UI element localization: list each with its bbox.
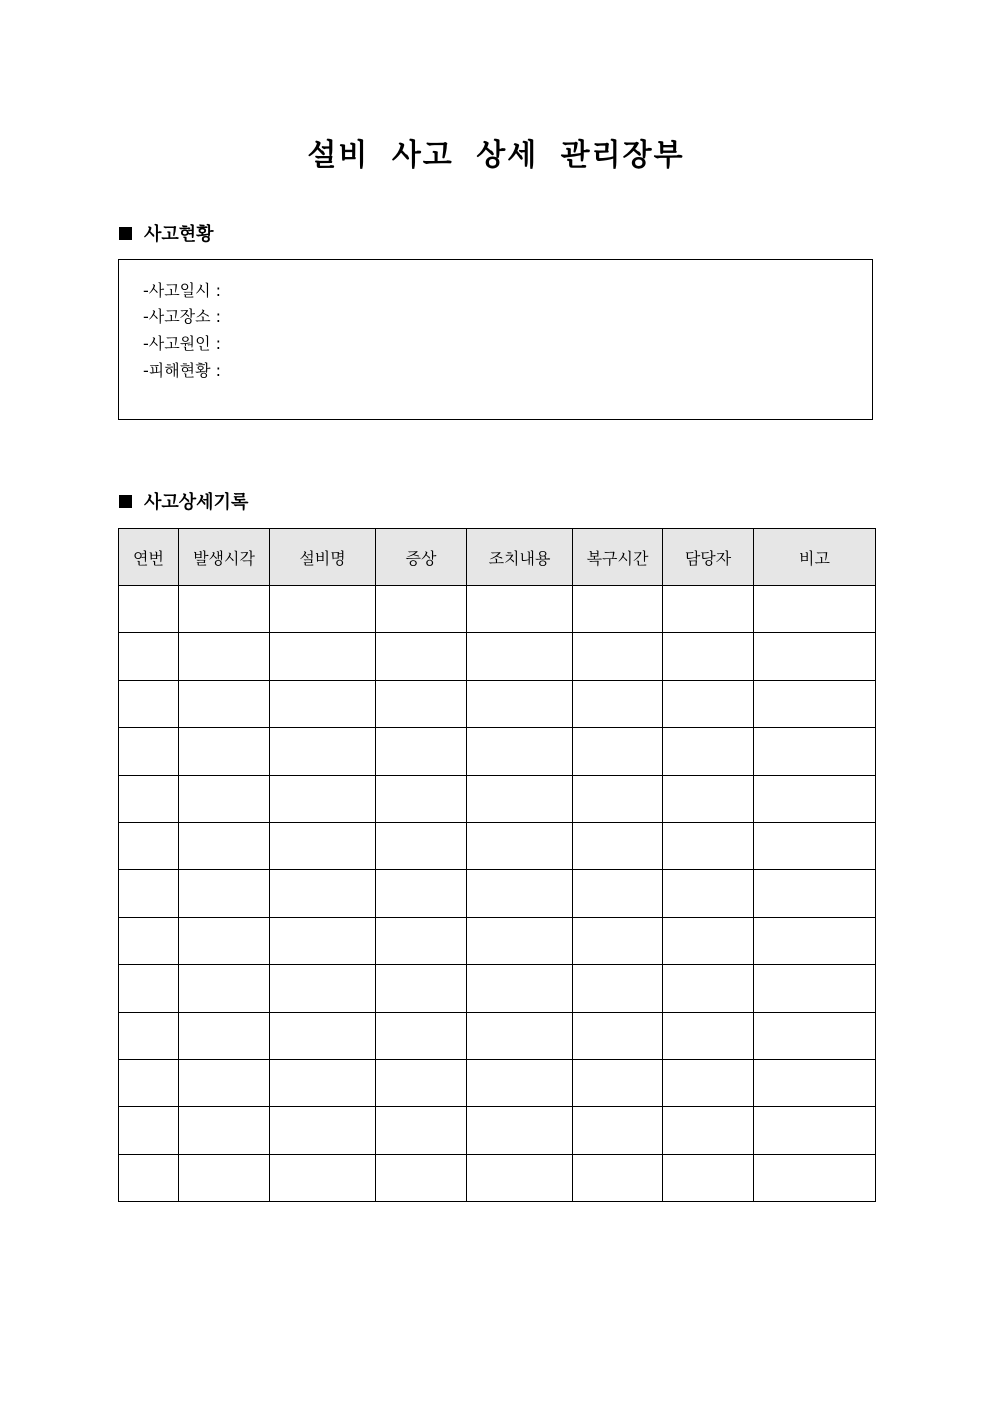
table-cell[interactable] [754,965,876,1012]
table-cell[interactable] [376,917,467,964]
table-cell[interactable] [663,680,754,727]
table-cell[interactable] [663,965,754,1012]
table-cell[interactable] [376,775,467,822]
table-cell[interactable] [754,917,876,964]
table-cell[interactable] [270,1012,376,1059]
table-cell[interactable] [467,965,573,1012]
table-row [119,1012,876,1059]
table-row [119,633,876,680]
table-cell[interactable] [179,1012,270,1059]
table-cell[interactable] [119,680,179,727]
table-cell[interactable] [179,1059,270,1106]
table-cell[interactable] [270,1154,376,1201]
table-cell[interactable] [467,728,573,775]
table-cell[interactable] [467,680,573,727]
table-cell[interactable] [179,1154,270,1201]
table-cell[interactable] [663,1154,754,1201]
table-cell[interactable] [119,633,179,680]
table-cell[interactable] [754,1154,876,1201]
detail-section-heading-label: 사고상세기록 [144,492,249,513]
table-cell[interactable] [119,917,179,964]
table-cell[interactable] [376,1059,467,1106]
table-cell[interactable] [663,917,754,964]
table-cell[interactable] [376,586,467,633]
table-cell[interactable] [467,822,573,869]
table-cell[interactable] [119,822,179,869]
table-cell[interactable] [270,775,376,822]
table-cell[interactable] [467,1059,573,1106]
table-cell[interactable] [573,1012,663,1059]
table-cell[interactable] [754,822,876,869]
table-cell[interactable] [754,1012,876,1059]
table-cell[interactable] [270,1107,376,1154]
table-cell[interactable] [754,633,876,680]
table-cell[interactable] [663,586,754,633]
detail-section-heading [119,490,248,516]
table-row [119,728,876,775]
table-cell[interactable] [467,633,573,680]
table-cell[interactable] [663,633,754,680]
table-cell[interactable] [754,1107,876,1154]
table-cell[interactable] [754,1059,876,1106]
status-box [118,259,873,420]
table-cell[interactable] [270,1059,376,1106]
table-cell[interactable] [179,728,270,775]
table-cell[interactable] [376,633,467,680]
table-cell[interactable] [376,680,467,727]
table-body [119,586,876,1202]
table-cell[interactable] [270,586,376,633]
table-cell[interactable] [376,965,467,1012]
table-row [119,965,876,1012]
table-cell[interactable] [270,917,376,964]
table-row [119,1154,876,1201]
table-cell[interactable] [270,680,376,727]
table-cell[interactable] [754,680,876,727]
column-header-symptom: 증상 [376,529,467,586]
table-cell[interactable] [376,870,467,917]
table-cell[interactable] [663,775,754,822]
table-cell[interactable] [119,965,179,1012]
table-cell[interactable] [663,822,754,869]
table-cell[interactable] [270,728,376,775]
table-cell[interactable] [754,728,876,775]
table-cell[interactable] [119,728,179,775]
column-header-recovery-time: 복구시간 [573,529,663,586]
table-cell[interactable] [573,775,663,822]
table-cell[interactable] [573,633,663,680]
table-cell[interactable] [179,822,270,869]
table-cell[interactable] [467,1012,573,1059]
status-section-heading-label: 사고현황 [144,224,214,245]
table-cell[interactable] [179,965,270,1012]
column-header-time: 발생시각 [179,529,270,586]
table-row [119,822,876,869]
table-cell[interactable] [119,586,179,633]
table-cell[interactable] [467,1154,573,1201]
column-header-number: 연번 [119,529,179,586]
table-cell[interactable] [179,680,270,727]
table-cell[interactable] [754,870,876,917]
table-cell[interactable] [663,728,754,775]
status-section-heading [119,222,214,248]
accident-record-table [118,528,876,1202]
table-cell[interactable] [467,775,573,822]
table-cell[interactable] [573,1059,663,1106]
column-header-manager: 담당자 [663,529,754,586]
table-cell[interactable] [179,917,270,964]
column-header-equipment: 설비명 [270,529,376,586]
status-line-cause: -사고원인 : [143,334,222,353]
table-cell[interactable] [467,1107,573,1154]
table-cell[interactable] [467,586,573,633]
table-cell[interactable] [467,870,573,917]
table-row [119,1059,876,1106]
table-cell[interactable] [573,586,663,633]
table-cell[interactable] [376,1107,467,1154]
square-bullet-icon [119,227,132,240]
column-header-remarks: 비고 [754,529,876,586]
table-header-row [119,529,876,586]
table-cell[interactable] [179,870,270,917]
table-cell[interactable] [754,586,876,633]
table-cell[interactable] [663,1012,754,1059]
table-cell[interactable] [573,965,663,1012]
table-cell[interactable] [663,870,754,917]
table-cell[interactable] [179,1107,270,1154]
table-cell[interactable] [119,870,179,917]
table-row [119,870,876,917]
table-row [119,586,876,633]
status-line-location: -사고장소 : [143,307,222,326]
table-cell[interactable] [573,728,663,775]
table-cell[interactable] [376,1012,467,1059]
table-cell[interactable] [573,870,663,917]
table-row [119,917,876,964]
table-cell[interactable] [754,775,876,822]
table-cell[interactable] [119,1059,179,1106]
table-cell[interactable] [663,1107,754,1154]
table-row [119,1107,876,1154]
table-row [119,775,876,822]
table-cell[interactable] [663,1059,754,1106]
table-cell[interactable] [119,1107,179,1154]
status-line-damage: -피해현황 : [143,361,222,380]
square-bullet-icon [119,495,132,508]
table-cell[interactable] [270,965,376,1012]
table-cell[interactable] [179,586,270,633]
table-cell[interactable] [119,775,179,822]
column-header-action: 조치내용 [467,529,573,586]
table-cell[interactable] [573,680,663,727]
table-cell[interactable] [270,633,376,680]
status-line-date: -사고일시 : [143,281,222,300]
table-cell[interactable] [179,775,270,822]
table-cell[interactable] [119,1154,179,1201]
table-cell[interactable] [573,1154,663,1201]
table-cell[interactable] [376,728,467,775]
document-title: 설비 사고 상세 관리장부 [307,138,685,173]
table-cell[interactable] [270,822,376,869]
table-cell[interactable] [467,917,573,964]
table-cell[interactable] [573,1107,663,1154]
table-cell[interactable] [376,822,467,869]
table-cell[interactable] [573,822,663,869]
table-cell[interactable] [376,1154,467,1201]
table-cell[interactable] [179,633,270,680]
table-cell[interactable] [119,1012,179,1059]
table-cell[interactable] [270,870,376,917]
table-cell[interactable] [573,917,663,964]
table-row [119,680,876,727]
